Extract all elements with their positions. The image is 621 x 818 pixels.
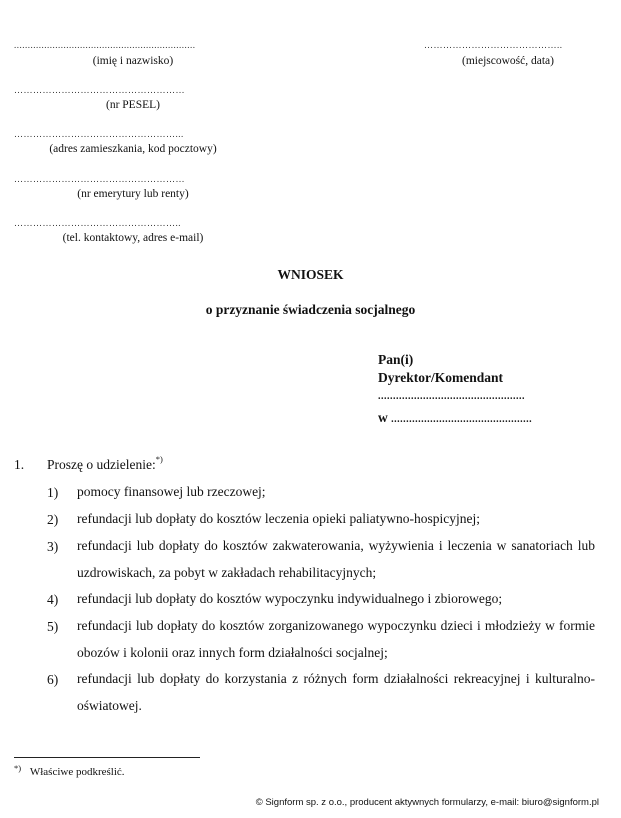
list-item: pomocy finansowej lub rzeczowej; — [77, 484, 266, 499]
address-line: ……………………………………………... — [14, 129, 184, 139]
item-number: 3) — [47, 539, 59, 554]
place-date-line: …………………………………….. — [424, 40, 563, 50]
item-number: 2) — [47, 512, 59, 527]
footnote-mark: *) — [14, 763, 22, 773]
addressee-salutation: Pan(i) — [378, 352, 414, 367]
section-number: 1. — [14, 457, 25, 472]
section-lead-footnote-mark: *) — [155, 454, 163, 464]
name-caption: (imię i nazwisko) — [92, 55, 174, 67]
contact-caption: (tel. kontaktowy, adres e-mail) — [62, 232, 204, 244]
page-subtitle: o przyznanie świadczenia socjalnego — [205, 302, 416, 317]
pesel-caption: (nr PESEL) — [106, 99, 160, 111]
footnote-divider — [14, 757, 200, 758]
list-item: refundacji lub dopłaty do kosztów zakwaterowania, wyżywienia i leczenia w sanatoriach lub uzdrowiskach, za pobyt w zakładach rehabilitacyjnych; — [77, 538, 595, 580]
name-line: .................................................................. — [14, 40, 196, 50]
footer-copyright: © Signform sp. z o.o., producent aktywnych formularzy, e-mail: biuro@signform.pl — [255, 797, 599, 808]
addressee-role: Dyrektor/Komendant — [378, 370, 503, 385]
footnote — [14, 763, 125, 778]
addressee-w-dots: ............................................... — [391, 414, 533, 425]
list-item: refundacji lub dopłaty do kosztów leczenia opieki paliatywno-hospicyjnej; — [77, 511, 481, 526]
footnote-text: Właściwe podkreślić. — [29, 766, 125, 778]
item-number: 6) — [47, 672, 59, 687]
item-number: 5) — [47, 619, 59, 634]
page-title: WNIOSEK — [277, 267, 344, 282]
section-lead — [47, 454, 163, 473]
addressee-w-prefix: w — [378, 410, 388, 425]
pension-caption: (nr emerytury lub renty) — [77, 188, 189, 200]
contact-line: …………………………………………….. — [14, 218, 181, 228]
pesel-line: ……………………………………………… — [14, 85, 185, 95]
pension-line: ……………………………………………… — [14, 174, 185, 184]
place-date-caption: (miejscowość, data) — [462, 55, 554, 67]
section-lead-text: Proszę o udzielenie: — [47, 457, 156, 472]
item-number: 4) — [47, 592, 59, 607]
list-item: refundacji lub dopłaty do korzystania z różnych form działalności rekreacyjnej i kulturalno-oświatowej. — [77, 671, 595, 713]
list-item: refundacji lub dopłaty do kosztów zorganizowanego wypoczynku dzieci i młodzieży w formie obozów i kolonii oraz innych form działalności socjalnej; — [77, 618, 595, 660]
address-caption: (adres zamieszkania, kod pocztowy) — [49, 143, 217, 155]
item-number: 1) — [47, 485, 59, 500]
addressee-name-line: ................................................. — [378, 391, 525, 402]
list-item: refundacji lub dopłaty do kosztów wypoczynku indywidualnego i zbiorowego; — [77, 591, 503, 606]
addressee-location-line — [378, 410, 532, 426]
